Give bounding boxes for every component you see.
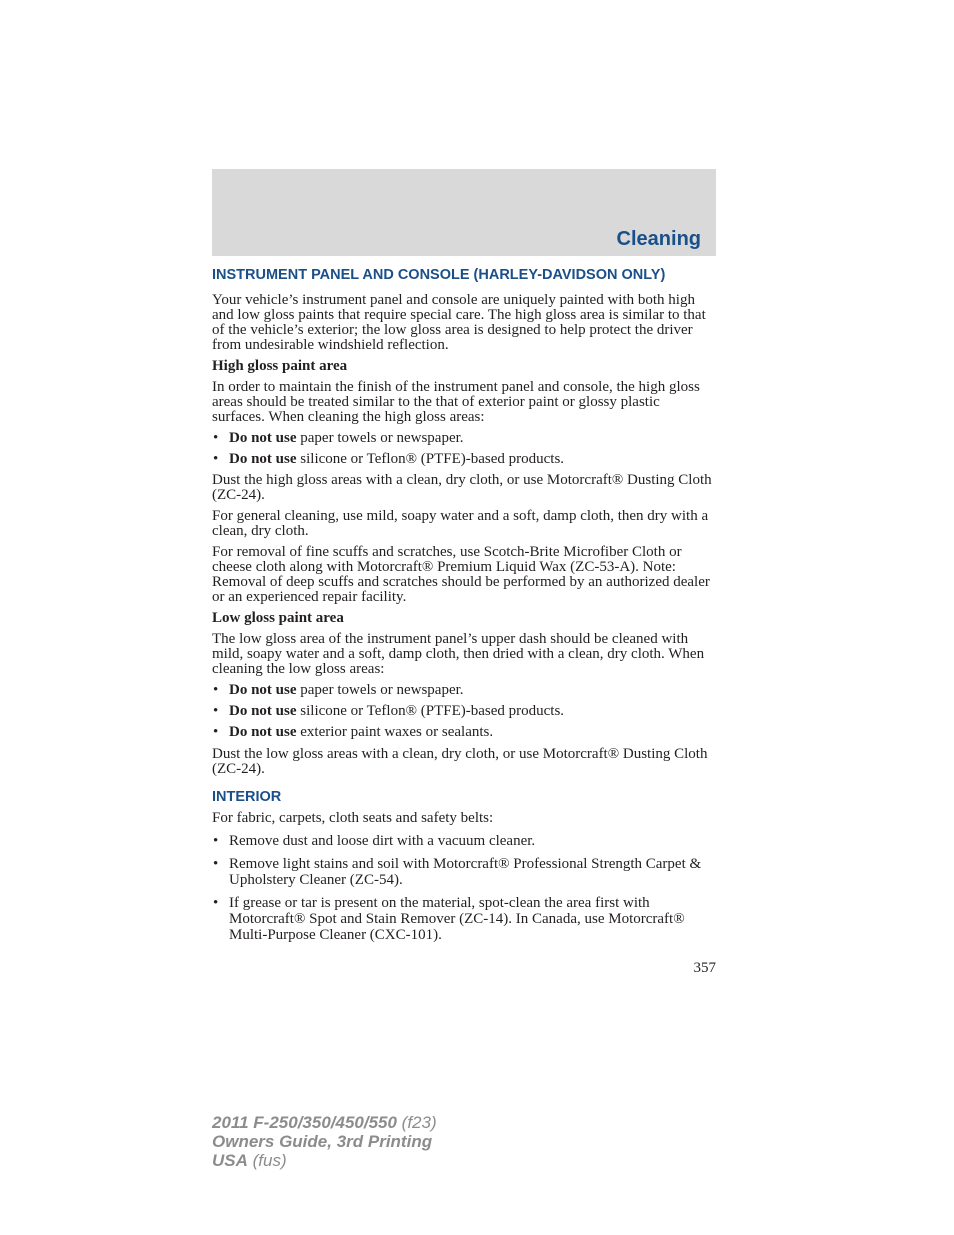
bullet-icon: • bbox=[213, 430, 219, 446]
footer-line-model: 2011 F-250/350/450/550 (f23) bbox=[212, 1113, 437, 1132]
section-title: Cleaning bbox=[616, 228, 701, 250]
high-gloss-general: For general cleaning, use mild, soapy water and a soft, damp cloth, then dry with a clean, dry cloth. bbox=[212, 508, 709, 539]
bullet-icon: • bbox=[213, 856, 219, 872]
list-item: • Do not use paper towels or newspaper. bbox=[213, 430, 464, 446]
bullet-icon: • bbox=[213, 682, 219, 698]
instrument-panel-heading: INSTRUMENT PANEL AND CONSOLE (HARLEY-DAVIDSON ONLY) bbox=[212, 267, 666, 283]
list-item: • Do not use paper towels or newspaper. bbox=[213, 682, 464, 698]
low-gloss-list bbox=[212, 683, 716, 740]
interior-intro: For fabric, carpets, cloth seats and safety belts: bbox=[212, 810, 494, 826]
instrument-intro: Your vehicle’s instrument panel and console are uniquely painted with both high and low gloss paints that require special care. The high gloss area is similar to that of the vehicle’s exterior; the low gloss area is designed to help protect the driver from undesirable windshield reflection. bbox=[212, 292, 706, 353]
list-item: • Do not use silicone or Teflon® (PTFE)-based products. bbox=[213, 703, 565, 719]
list-item: • Do not use silicone or Teflon® (PTFE)-based products. bbox=[213, 451, 565, 467]
page-number: 357 bbox=[693, 960, 716, 976]
low-gloss-intro: The low gloss area of the instrument panel’s upper dash should be cleaned with mild, soapy water and a soft, damp cloth, then dried with a clean, dry cloth. When cleaning the low gloss areas: bbox=[212, 631, 705, 677]
list-item: • If grease or tar is present on the material, spot-clean the area first with Motorcraft® Spot and Stain Remover (ZC-14). In Canada, use Motorcraft® Multi-Purpose Cleaner (CXC-101). bbox=[213, 895, 685, 943]
bullet-icon: • bbox=[213, 724, 219, 740]
low-gloss-heading: Low gloss paint area bbox=[212, 610, 344, 626]
bullet-icon: • bbox=[213, 833, 219, 849]
high-gloss-heading: High gloss paint area bbox=[212, 358, 348, 374]
list-item: • Remove dust and loose dirt with a vacuum cleaner. bbox=[213, 833, 536, 849]
interior-heading: INTERIOR bbox=[212, 789, 282, 805]
footer-line-market: USA (fus) bbox=[212, 1151, 287, 1170]
footer-line-guide: Owners Guide, 3rd Printing bbox=[212, 1132, 433, 1151]
interior-list bbox=[212, 833, 716, 943]
list-item: • Do not use exterior paint waxes or sealants. bbox=[213, 724, 494, 740]
bullet-icon: • bbox=[213, 703, 219, 719]
header-band bbox=[212, 169, 716, 256]
high-gloss-dust: Dust the high gloss areas with a clean, dry cloth, or use Motorcraft® Dusting Cloth (ZC-24). bbox=[212, 472, 712, 503]
page-content bbox=[212, 266, 716, 943]
bullet-icon: • bbox=[213, 451, 219, 467]
high-gloss-scuffs: For removal of fine scuffs and scratches, use Scotch-Brite Microfiber Cloth or cheese cloth along with Motorcraft® Premium Liquid Wax (ZC-53-A). Note: Removal of deep scuffs and scratches should be performed by an authorized dealer or an experienced repair facility. bbox=[212, 544, 710, 605]
list-item: • Remove light stains and soil with Motorcraft® Professional Strength Carpet & Upholstery Cleaner (ZC-54). bbox=[213, 856, 702, 888]
high-gloss-intro: In order to maintain the finish of the instrument panel and console, the high gloss areas should be treated similar to the that of exterior paint or glossy plastic surfaces. When cleaning the high gloss areas: bbox=[212, 379, 700, 425]
footer bbox=[212, 1113, 437, 1170]
low-gloss-dust: Dust the low gloss areas with a clean, dry cloth, or use Motorcraft® Dusting Cloth (ZC-24). bbox=[212, 746, 708, 777]
high-gloss-list bbox=[212, 431, 716, 467]
bullet-icon: • bbox=[213, 895, 219, 911]
